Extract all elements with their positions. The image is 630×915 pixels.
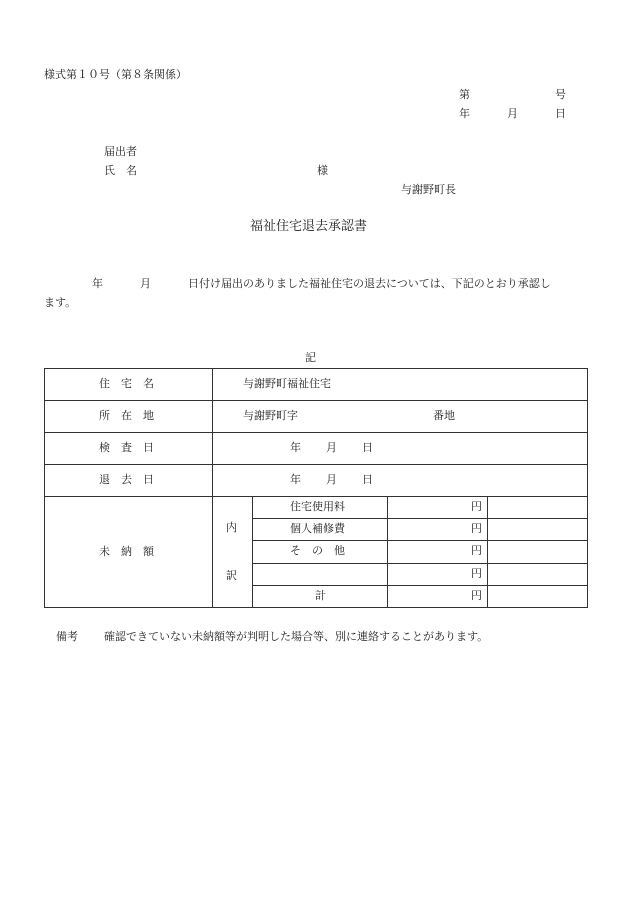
notifier-label: 届出者 — [104, 145, 137, 158]
remarks-text: 確認できていない未納額等が判明した場合等、別に連絡することがあります。 — [104, 630, 489, 643]
body-month: 月 — [140, 277, 151, 290]
name-label: 氏 名 — [104, 164, 137, 177]
breakdown-unit-rent: 円 — [471, 500, 482, 513]
breakdown-item-rent: 住宅使用料 — [290, 500, 345, 513]
breakdown-item-other: そ の 他 — [290, 544, 345, 557]
row-label-location: 所 在 地 — [99, 409, 154, 422]
date-year: 年 — [459, 107, 470, 120]
breakdown-label-top: 内 — [226, 521, 237, 534]
row-value-house-name: 与謝野町福祉住宅 — [243, 377, 331, 390]
body-text-line2: ます。 — [44, 296, 77, 309]
document-title: 福祉住宅退去承認書 — [250, 219, 368, 234]
unpaid-amount-label: 未 納 額 — [99, 545, 154, 558]
ki-heading: 記 — [305, 351, 316, 364]
row-label-vacate-date: 退 去 日 — [99, 473, 154, 486]
date-month: 月 — [507, 107, 518, 120]
breakdown-unit-repair: 円 — [471, 522, 482, 535]
remarks-label: 備考 — [56, 630, 78, 643]
approval-table — [44, 368, 588, 608]
vacate-month: 月 — [326, 473, 337, 486]
breakdown-unit-blank: 円 — [471, 567, 482, 580]
vacate-day: 日 — [362, 473, 373, 486]
row-value-location: 与謝野町字 — [243, 409, 298, 422]
doc-number-suffix: 号 — [555, 88, 566, 101]
inspection-month: 月 — [326, 441, 337, 454]
breakdown-unit-other: 円 — [471, 544, 482, 557]
issuer: 与謝野町長 — [401, 183, 456, 196]
breakdown-item-total: 計 — [315, 589, 326, 602]
date-day: 日 — [555, 107, 566, 120]
body-year: 年 — [92, 277, 103, 290]
row-value-location-banchi: 番地 — [433, 409, 455, 422]
form-number: 様式第１０号（第８条関係） — [44, 68, 187, 81]
honorific: 様 — [317, 164, 328, 177]
vacate-year: 年 — [290, 473, 301, 486]
breakdown-label-bottom: 訳 — [226, 569, 237, 582]
doc-number-prefix: 第 — [459, 88, 470, 101]
breakdown-item-repair: 個人補修費 — [290, 522, 345, 535]
inspection-year: 年 — [290, 441, 301, 454]
inspection-day: 日 — [362, 441, 373, 454]
breakdown-unit-total: 円 — [471, 589, 482, 602]
row-label-house-name: 住 宅 名 — [99, 377, 154, 390]
row-label-inspection-date: 検 査 日 — [99, 441, 154, 454]
body-text-line1: 日付け届出のありました福祉住宅の退去については、下記のとおり承認し — [188, 277, 551, 290]
